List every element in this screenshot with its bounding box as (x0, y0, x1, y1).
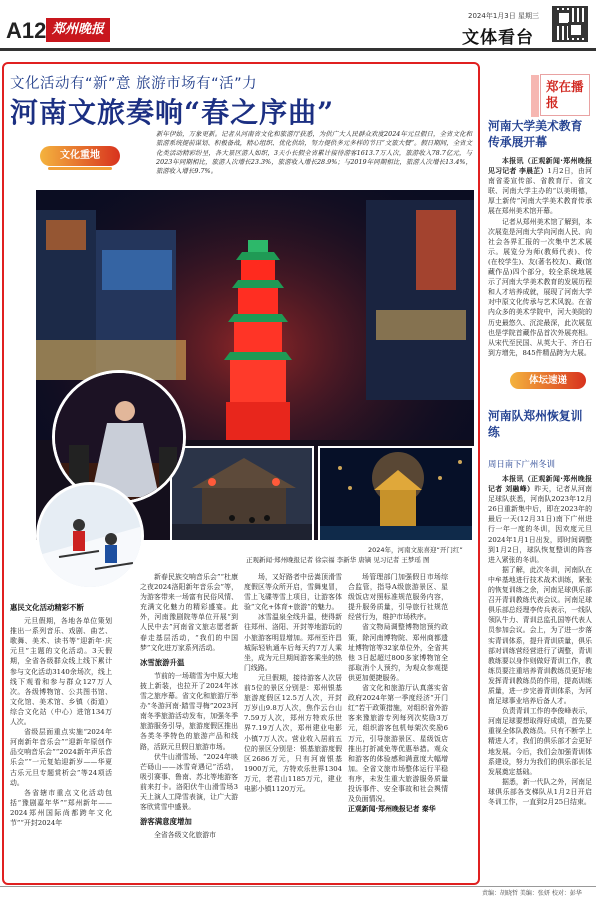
masthead-logo: 郑州晚报 (46, 18, 110, 42)
body-column-2 (140, 572, 238, 840)
paragraph: 省文物局调整博物馆预约政策，除河南博物院、郑州商都遗址博物馆等32家单位外，全省其他 3日起超过800多家博物馆全部取消个人预约，为观众参观提供更加便捷服务。 (348, 623, 448, 682)
paragraph: 记者从郑州美术馆了解到，本次展览是河南大学向河南人民、向社会各界汇报的一次集中艺术展示。展览分为师(教师代表)、传(在校学生)、友(著名校友)、藏(馆藏作品)四个部分，较全系统地展示了河南大学美术教育的发展历程和人才培养成就，展现了河南大学对中原文化传承与艺术风貌。在省内众多的美术学院中，河大美院的历史最悠久、沉淀最深，此次展览也是学院首藏作品首次外展亮相。从宋代至民国、从英大于、齐白石到方增先，845件精品跨为大展。 (488, 217, 592, 357)
issue-date: 2024年1月3日 星期三 (468, 12, 539, 20)
article-lead: 新年伊始，万象更新。记者从河南省文化和旅游厅获悉，为供广大人民群众欢度2024年元旦假日，全省文化和旅游系统提前谋划、积极备战，精心组织、优化供给，努力提供多元多样的节日“文旅大餐”。假日期间，全省文化类活动精彩纷呈，各大景区游人如织，3天小长假全省累计接待游客1613.7万人次，旅游收入78.7亿元，与2023年同期相比，旅游人次增长23.3%，旅游收入增长28.9%；与2019年同期相比，旅游人次增长13.4%，旅游收入增长9.7%。 (156, 130, 472, 176)
section-title: 文体看台 (462, 28, 534, 48)
news-brief-badge: 郑在播报 (540, 74, 590, 116)
sports-brief-tag: 体坛速递 (510, 372, 586, 389)
story-lead-in: 本报讯（正观新闻·郑州晚报记者 刘融峰） (488, 475, 592, 494)
page-number: A12 (6, 18, 47, 43)
paragraph: 全省各级文化旅游市 (154, 831, 217, 840)
paragraph: 省文化和旅游厅认真落实省政府2024年第一季度经济“开门红”若干政策措施，对组织省外游客来豫旅游专列每列次奖励3万元，组织游客包机每架次奖励6万元，引导旅游景区、星级饭店推出打折减免等优惠举措。观众和游客的体验感和满意度大幅增加。全省文旅市场整体运行平稳有序，未发生重大旅游服务质量投诉事件、安全事故和社会舆情及负面情况。 (348, 684, 448, 804)
section-tag: 文化重地 (40, 146, 120, 166)
subsection-heading: 冰雪旅游升温 (140, 657, 185, 667)
paragraph: 据了解，此次冬训，河南队在中牟基地进行技术战术训练，紧张的恢复训练之余，河南足球俱乐部召开青训教练代表会议。河南足球俱乐部总经理李传兵表示，一线队领队牛力、青训总监孔国等代表人员参加会议。会上，为了进一步落实青训体系，提升青训质量，俱乐部对训练营经营进行了调整，青训教练要以身作则做好青训工作，教练员要注重培养青训教练员更好地发挥青训教练员的作用，提高训练质量，进一步完善青训体系，为河南足球事业培养后备人才。 (488, 565, 592, 706)
paragraph: 各省辖市重点文化活动包括“豫剧嘉年华”“郑州新年——2024郑州国际尚都跨年文化节”“开封2024年 (10, 788, 112, 827)
light-show-photo (318, 446, 474, 542)
editor-credits: 责编：胡晓哲 美编：张妍 校对：彭华 (482, 890, 582, 897)
paragraph: 元旦假期，各地各单位策划推出一系列音乐、戏剧、曲艺、歌舞、美术、读书等“迎新年·庆元旦”主题的文化活动。3天假期，全省各级群众线上线下累计参与文化活动3140余场次，线上线下观看和参与群众127万人次。各级博物馆、公共图书馆、文化馆、美术馆、乡镇（街道）综合文化站（中心）进馆134万人次。 (10, 617, 112, 727)
paragraph: 昨天，记者从河南足球队获悉，河南队2023年12月26日重新集中后，即在2023年的最后一天(12月31日)南下广州进行一年一度的冬训，因欢度元旦2024年1月1日出发，即时间调整到1月2日，球队恢复整训的阵容进入紧张的冬训。 (488, 485, 592, 564)
story-lead-in: 本报讯（正观新闻·郑州晚报见习记者 李晨芷） (488, 157, 592, 176)
photo-caption: 2024年，河南文旅喜迎“开门红” (368, 546, 463, 554)
paragraph: 新春民族交响音乐会”“杜康之夜2024洛阳新年音乐会”等，为游客带来一场富有民俗风情、充满文化魅力的精彩盛宴。此外，河南豫剧院等单位开展“到人民中去”河南省文旅志愿者新春走基层活动，“我们的中国梦”文化进万家系列活动。 (140, 573, 238, 652)
sidebar-story-1-body (488, 156, 592, 358)
sidebar-story-2-title: 河南队郑州恢复训练 (488, 409, 583, 439)
body-column-1 (10, 598, 112, 828)
paragraph: 伏牛山滑雪场、“2024年映芒砀山——冰雪奇遇记”活动，吸引赛事、鲁南、苏北等地游客前来打卡。洛阳伏牛山滑雪场3天上演人工降雪表演，让广大游客欣赏雪中盛景。 (140, 752, 238, 812)
paragraph: 1月2日，由河南省委宣传部、省教育厅、省文联、河南大学主办的“以美明德，厚土新传”河南大学美术教育传承展在郑州美术馆开幕。 (488, 167, 592, 216)
ski-photo (36, 482, 144, 590)
header-divider (0, 48, 596, 51)
sidebar-story-2-subtitle: 周日南下广州冬训 (488, 459, 555, 469)
paragraph: 冰雪温泉全线升温，使得新往郑州、洛阳、开封等地游玩的小旅游客明显增加。郑州至许昌城际轻轨通车后每天约7万人乘坐，成为元旦期间游客乘坐的热门线路。 (244, 613, 342, 672)
subsection-heading: 游客满意度增加 (140, 817, 192, 827)
subsection-heading: 惠民文化活动精彩不断 (10, 603, 84, 612)
paragraph: 据悉，新一代队之外，河南足球俱乐部各支梯队从1月2日开启冬训工作，一直到2月25日结束。 (488, 777, 592, 806)
paragraph: 负责青训工作的李俊峰表示，河南足球要想取得好成绩，首先要重视全体队教练员。只有不断学上精进人才，我们的俱乐部才会更好地发展。今后，我们会加强青训体系建设，努力为我们的俱乐部长足发展奠定基础。 (488, 707, 592, 776)
photo-credit: 正观新闻·郑州晚报记者 徐宗福 李新华 唐镝 见习记者 王梦瑶 图 (246, 556, 430, 564)
sidebar-story-2-body (488, 474, 592, 807)
paragraph: 场，又好路者中岳嵩顶滑雪度假区等众所开启，雪舞鬼冒，雪上飞碟等雪上项目，让游客体验“文化+体育+旅游”的魅力。 (244, 573, 342, 612)
article-headline: 河南文旅奏响“春之序曲” (10, 96, 335, 129)
paragraph: 场管理部门加强假日市场综合监管，指导A级旅游景区、星级饭店对照标准规范服务内容，提升服务质量，引导旅行社规范经营行为，维护市场秩序。 (348, 573, 448, 622)
qr-code-icon (552, 6, 588, 42)
article-subhead: 文化活动有“新”意 旅游市场有“活”力 (10, 76, 258, 92)
paragraph: 省级层面重点实施“2024年河南新年音乐会”“迎新年原创作品交响音乐会”“2024新年声乐音乐会”“一元复始迎新岁——华夏古乐元旦专题赏析会”等24项活动。 (10, 728, 112, 787)
page-header (0, 0, 596, 52)
body-column-3 (244, 572, 342, 794)
article-byline: 正观新闻·郑州晚报记者 秦华 (348, 805, 436, 814)
temple-fair-photo (170, 446, 314, 542)
paragraph: 元旦假期，接待游客人次居前5位的景区分别是：郑州银基旅游度假区12.5万人次，开封万岁山9.8万人次，焦作云台山7.59万人次，郑州方特欢乐世界7.19万人次，郑州建业电影小镇7万人次。营业收入居前五位的景区分别是：银基旅游度假区2686万元，只有河南银基1900万元，方特欢乐世界1304万元，老君山1185万元，建业电影小镇1120万元。 (244, 673, 342, 793)
sidebar-story-1-title: 河南大学美术教育传承展开幕 (488, 119, 583, 149)
body-column-4 (348, 572, 448, 814)
paragraph: 节前的一场瑞雪为中原大地披上新装，也拉开了2024年冰雪之旅序幕。省文化和旅游厅举办“冬游河南·踏雪寻梅”2023河南冬季旅游活动发布，加强冬季旅游服务引导，旅游度假区推出各类冬季特色的旅游产品和线路，活跃元旦假日旅游市场。 (140, 671, 238, 751)
